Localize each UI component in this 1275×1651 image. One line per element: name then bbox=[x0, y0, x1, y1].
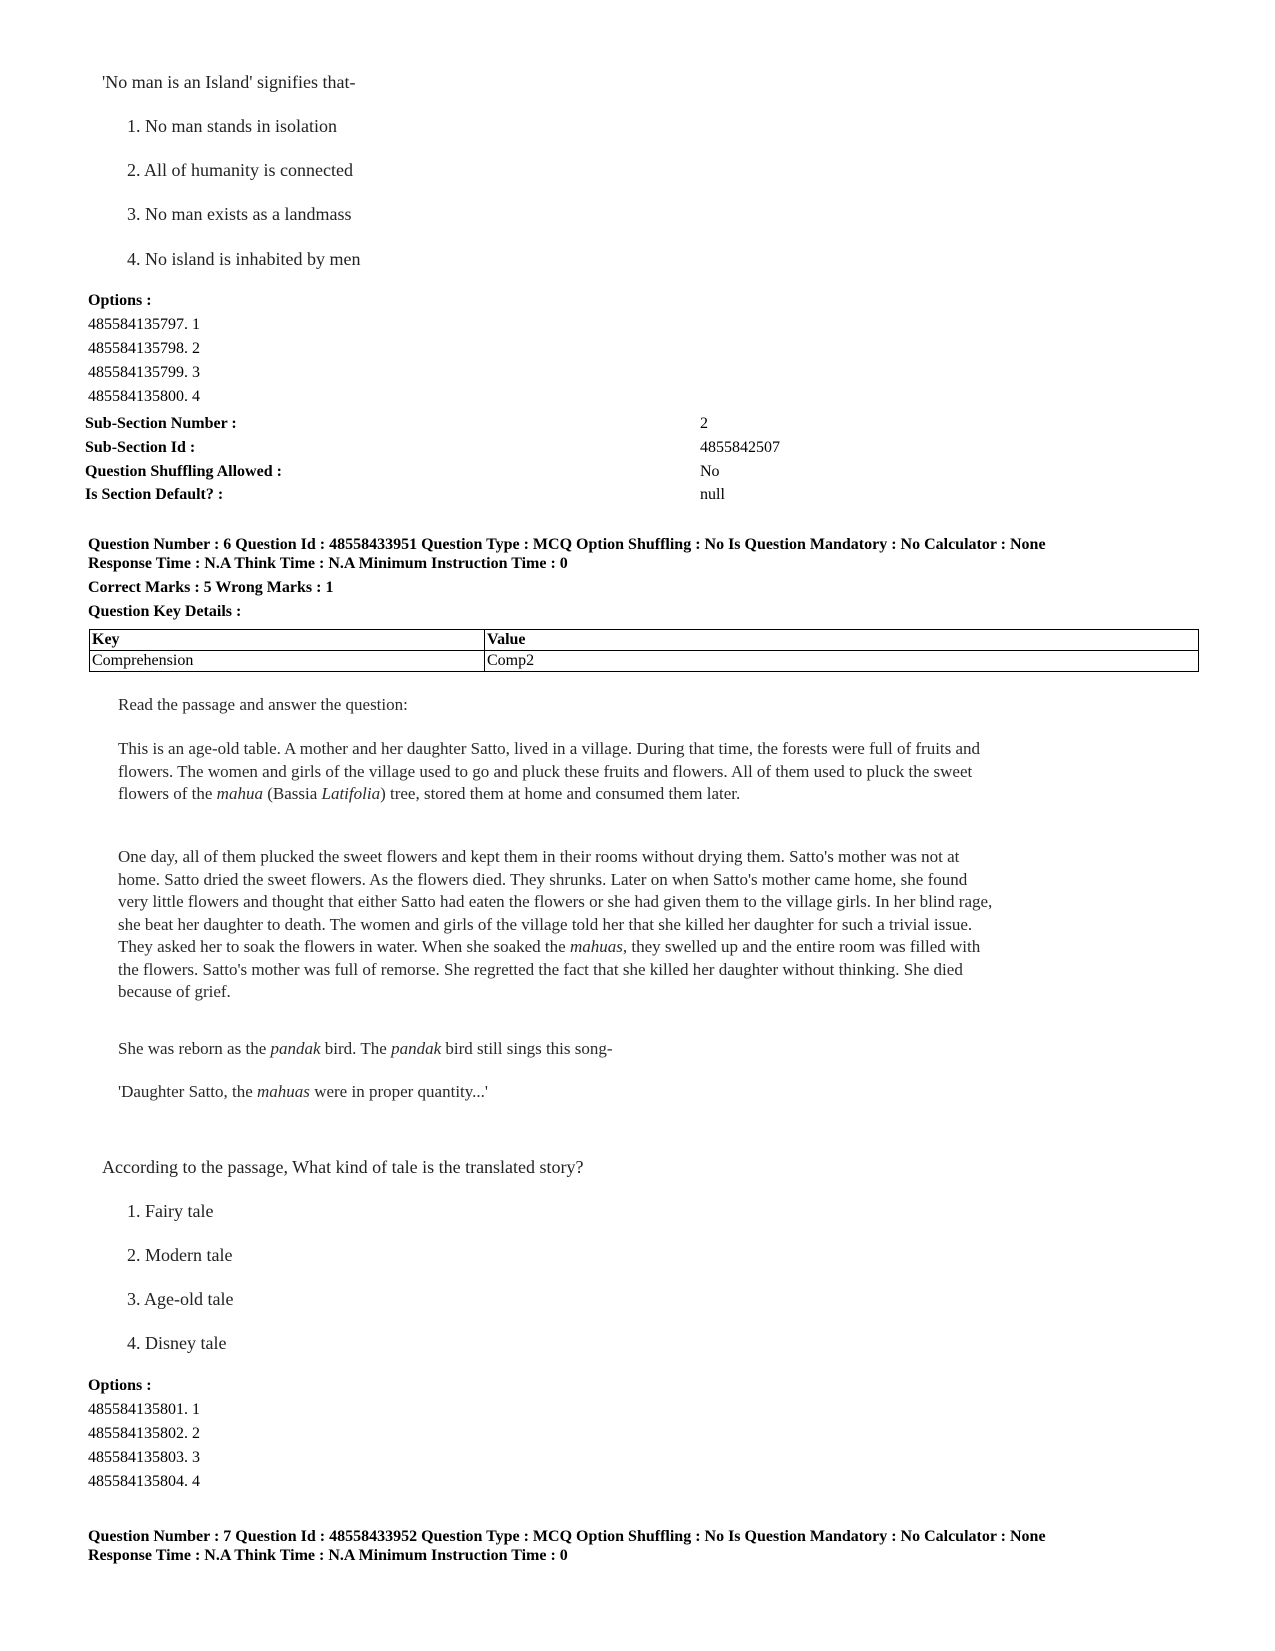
question-5-text: 'No man is an Island' signifies that- bbox=[102, 72, 356, 92]
option-id: 485584135802. 2 bbox=[88, 1425, 200, 1442]
passage-text: were in proper quantity...' bbox=[309, 1082, 488, 1101]
options-label: Options : bbox=[88, 1377, 152, 1394]
passage-paragraph-1 bbox=[118, 738, 998, 806]
question-key-details-table bbox=[89, 629, 1199, 672]
question-5-choice-3: 3. No man exists as a landmass bbox=[127, 204, 352, 224]
question-6-meta: Question Number : 6 Question Id : 48558433951 Question Type : MCQ Option Shuffling : No Is Question Mandatory : No Calculator : None bbox=[88, 536, 1046, 553]
option-id: 485584135800. 4 bbox=[88, 388, 200, 405]
passage-text: (Bassia bbox=[262, 784, 322, 803]
subsection-id-label: Sub-Section Id : bbox=[85, 439, 196, 456]
subsection-id-value: 4855842507 bbox=[700, 439, 780, 456]
question-7-meta: Question Number : 7 Question Id : 48558433952 Question Type : MCQ Option Shuffling : No Is Question Mandatory : No Calculator : None bbox=[88, 1528, 1046, 1545]
option-id: 485584135799. 3 bbox=[88, 364, 200, 381]
table-cell-value: Comp2 bbox=[485, 651, 1199, 672]
question-shuffling-label: Question Shuffling Allowed : bbox=[85, 463, 282, 480]
question-6-text: According to the passage, What kind of tale is the translated story? bbox=[102, 1157, 584, 1177]
question-7-meta-times: Response Time : N.A Think Time : N.A Minimum Instruction Time : 0 bbox=[88, 1547, 568, 1564]
passage-italic-word: pandak bbox=[270, 1039, 321, 1058]
passage-paragraph-2 bbox=[118, 846, 998, 1004]
passage-text: bird still sings this song- bbox=[441, 1039, 613, 1058]
question-5-choice-1: 1. No man stands in isolation bbox=[127, 116, 337, 136]
passage-text: 'Daughter Satto, the bbox=[118, 1082, 258, 1101]
question-6-marks: Correct Marks : 5 Wrong Marks : 1 bbox=[88, 579, 334, 596]
question-5-choice-4: 4. No island is inhabited by men bbox=[127, 249, 361, 269]
passage-text: She was reborn as the bbox=[118, 1039, 271, 1058]
table-header-row bbox=[90, 630, 1199, 651]
passage-text: This is an age-old table. A mother and her daughter Satto, lived in a village. During that time, the forests were full of fruits and flowers. The women and girls of the village used to go and pluck these fruits and flowers. All of them used to pluck the sweet flowers of the bbox=[118, 739, 981, 803]
table-header-value: Value bbox=[485, 630, 1199, 651]
question-shuffling-value: No bbox=[700, 463, 720, 480]
passage-italic-word: Latifolia bbox=[321, 784, 381, 803]
question-6-choice-2: 2. Modern tale bbox=[127, 1245, 233, 1265]
question-6-choice-1: 1. Fairy tale bbox=[127, 1201, 214, 1221]
passage-intro-text: Read the passage and answer the question: bbox=[118, 695, 408, 714]
subsection-number-value: 2 bbox=[700, 415, 708, 432]
options-label: Options : bbox=[88, 292, 152, 309]
passage-text: , they swelled up and the entire room was filled with the flowers. Satto's mother was full of remorse. She regretted the fact that she killed her daughter without thinking. She died because of grief. bbox=[118, 937, 981, 1001]
table-cell-key: Comprehension bbox=[90, 651, 485, 672]
passage-text: bird. The bbox=[320, 1039, 392, 1058]
option-id: 485584135804. 4 bbox=[88, 1473, 200, 1490]
passage-intro bbox=[118, 694, 998, 717]
section-default-value: null bbox=[700, 486, 725, 503]
option-id: 485584135798. 2 bbox=[88, 340, 200, 357]
question-6-meta-times: Response Time : N.A Think Time : N.A Minimum Instruction Time : 0 bbox=[88, 555, 568, 572]
subsection-number-label: Sub-Section Number : bbox=[85, 415, 237, 432]
section-default-label: Is Section Default? : bbox=[85, 486, 224, 503]
passage-text: One day, all of them plucked the sweet flowers and kept them in their rooms without drying them. Satto's mother was not at home. Satto dried the sweet flowers. As the flowers died. They shrunks. Later on when Satto's mother came home, she found very little flowers and thought that either Satto had eaten the flowers or she had given them to the village girls. In her blind rage, she beat her daughter to death. The women and girls of the village told her that she killed her daughter for such a trivial issue. They asked her to soak the flowers in water. When she soaked the bbox=[118, 847, 993, 956]
passage-text: ) tree, stored them at home and consumed them later. bbox=[380, 784, 741, 803]
option-id: 485584135797. 1 bbox=[88, 316, 200, 333]
passage-italic-word: mahua bbox=[216, 784, 263, 803]
passage-italic-word: pandak bbox=[391, 1039, 442, 1058]
question-6-choice-4: 4. Disney tale bbox=[127, 1333, 227, 1353]
option-id: 485584135803. 3 bbox=[88, 1449, 200, 1466]
table-row bbox=[90, 651, 1199, 672]
question-key-details-label: Question Key Details : bbox=[88, 603, 242, 620]
passage-italic-word: mahuas bbox=[257, 1082, 310, 1101]
passage-paragraph-4 bbox=[118, 1081, 998, 1104]
option-id: 485584135801. 1 bbox=[88, 1401, 200, 1418]
passage-italic-word: mahuas bbox=[569, 937, 623, 956]
question-6-choice-3: 3. Age-old tale bbox=[127, 1289, 234, 1309]
table-header-key: Key bbox=[90, 630, 485, 651]
passage-paragraph-3 bbox=[118, 1038, 998, 1061]
question-5-choice-2: 2. All of humanity is connected bbox=[127, 160, 353, 180]
